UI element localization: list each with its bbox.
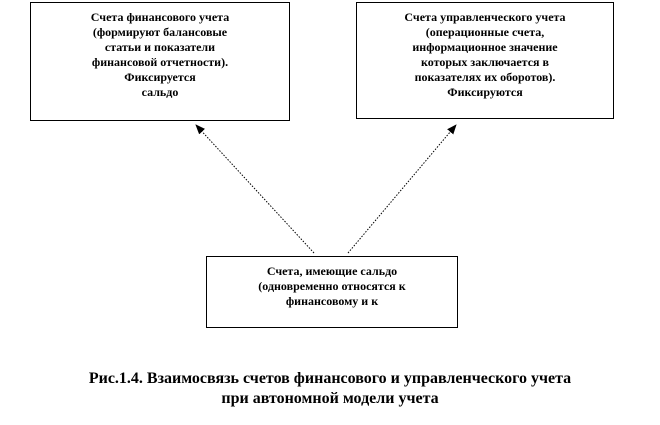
figure-caption-line1: Рис.1.4. Взаимосвязь счетов финансового и управленческого учета (88, 370, 572, 387)
financial-box-line: Счета финансового учета (90, 10, 230, 24)
financial-box-line: статьи и показатели (104, 40, 216, 54)
figure-caption-line2: при автономной модели учета (221, 390, 439, 407)
financial-box-line: (формируют балансовые (92, 25, 228, 39)
financial-box-line: финансовой отчетности). (91, 55, 229, 69)
management-box-line: (операционные счета, (425, 25, 545, 39)
balance-accounts-box (206, 256, 458, 328)
balance-box-line: (одновременно относятся к (258, 279, 406, 293)
arrow-to-financial (196, 125, 314, 253)
management-box-line: Фиксируются (447, 85, 523, 99)
financial-box-line: сальдо (141, 85, 179, 99)
balance-box-line: финансовому и к (285, 294, 379, 308)
management-box-line: Счета управленческого учета (404, 10, 566, 24)
management-box-line: показателях их оборотов). (414, 70, 556, 84)
management-accounts-box (356, 2, 614, 119)
financial-accounts-box (30, 2, 290, 121)
financial-box-line: Фиксируется (124, 70, 196, 84)
management-box-line: которых заключается в (421, 55, 549, 69)
management-box-line: информационное значение (412, 40, 558, 54)
arrow-to-management (348, 125, 456, 253)
balance-box-line: Счета, имеющие сальдо (266, 264, 398, 278)
